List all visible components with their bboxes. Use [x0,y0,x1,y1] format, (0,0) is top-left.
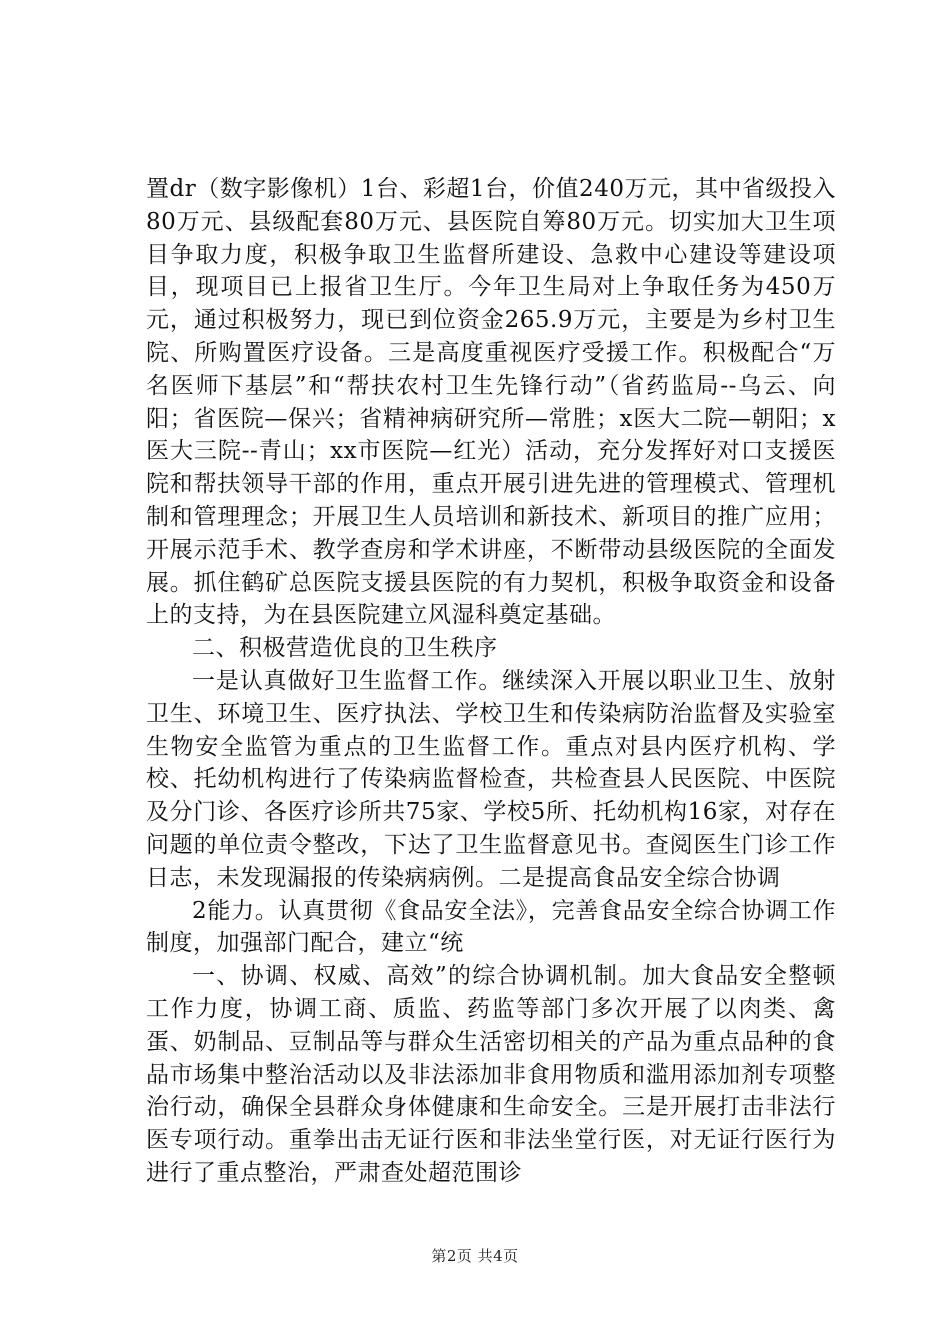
section-heading-health-order: 二、积极营造优良的卫生秩序 [192,635,498,662]
paragraph-funding-and-aid: 置dr（数字影像机）1台、彩超1台，价值240万元，其中省级投入80万元、县级配套80万元、县医院自筹80万元。切实加大卫生项目争取力度，积极争取卫生监督所建设、急救中心建设等建设项目，现项目已上报省卫生厅。今年卫生局对上争取任务为450万元，通过积极努力，现已到位资金265.9万元，主要是为乡村卫生院、所购置医疗设备。三是高度重视医疗受援工作。积极配合“万名医师下基层”和“帮扶农村卫生先锋行动”（省药监局--乌云、向阳；省医院—保兴；省精神病研究所—常胜；x医大二院—朝阳；x医大三院--青山；xx市医院—红光）活动，充分发挥好对口支援医院和帮扶领导干部的作用，重点开展引进先进的管理模式、管理机制和管理理念；开展卫生人员培训和新技术、新项目的推广应用；开展示范手术、教学查房和学术讲座，不断带动县级医院的全面发展。抓住鹤矿总医院支援县医院的有力契机，积极争取资金和设备上的支持，为在县医院建立风湿科奠定基础。 [146,176,836,629]
paragraph-food-safety-law: 2能力。认真贯彻《食品安全法》，完善食品安全综合协调工作制度，加强部门配合，建立“统 [146,897,836,957]
page-number-footer: 第2页 共4页 [431,1247,519,1265]
paragraph-coordination-mechanism: 一、协调、权威、高效”的综合协调机制。加大食品安全整顿工作力度，协调工商、质监、药监等部门多次开展了以肉类、禽蛋、奶制品、豆制品等与群众生活密切相关的产品为重点品种的食品市场集中整治活动以及非法添加非食用物质和滥用添加剂专项整治行动，确保全县群众身体健康和生命安全。三是开展打击非法行医专项行动。重拳出击无证行医和非法坐堂行医，对无证行医行为进行了重点整治，严肃查处超范围诊 [146,963,836,1186]
paragraph-health-supervision: 一是认真做好卫生监督工作。继续深入开展以职业卫生、放射卫生、环境卫生、医疗执法、学校卫生和传染病防治监督及实验室生物安全监管为重点的卫生监督工作。重点对县内医疗机构、学校、托幼机构进行了传染病监督检查，共检查县人民医院、中医院及分门诊、各医疗诊所共75家、学校5所、托幼机构16家，对存在问题的单位责令整改，下达了卫生监督意见书。查阅医生门诊工作日志，未发现漏报的传染病病例。二是提高食品安全综合协调 [146,667,836,891]
document-body [146,173,836,1190]
